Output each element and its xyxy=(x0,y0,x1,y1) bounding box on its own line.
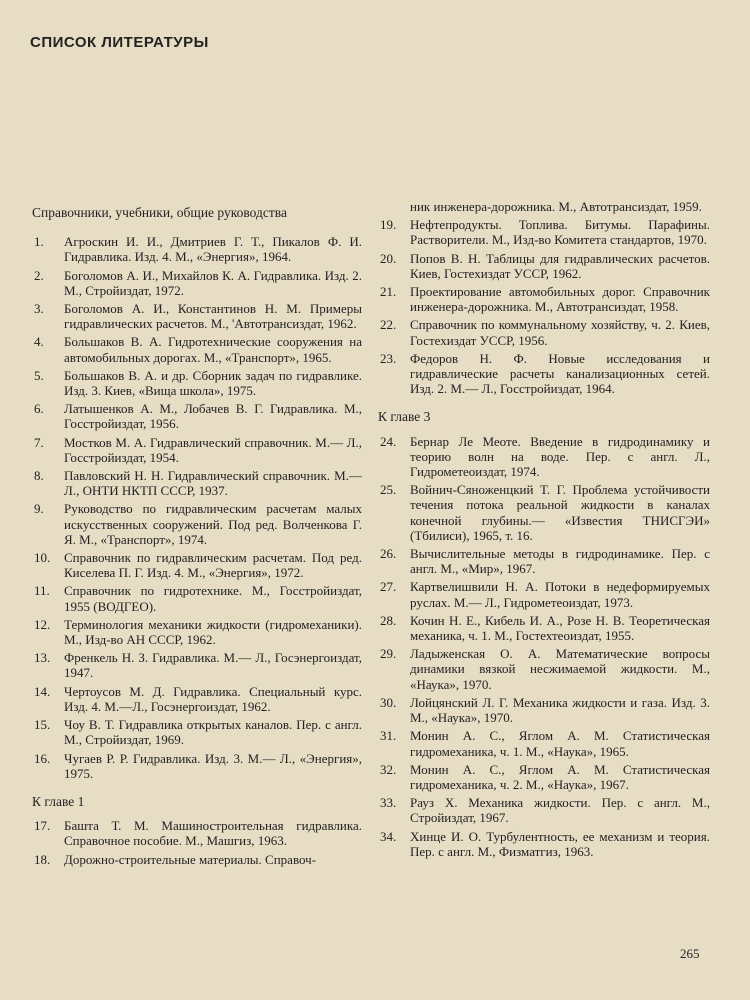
reference-entry-32 xyxy=(378,762,710,792)
entry-number: 17. xyxy=(34,818,51,834)
entry-text: Федоров Н. Ф. Новые исследования и гидравлические расчеты канализационных сетей. Изд. 2. М.— Л., Госстройиздат, 1964. xyxy=(410,350,710,397)
entry-number: 29. xyxy=(380,646,397,662)
entry-number: 27. xyxy=(380,579,397,595)
entry-text: Рауз Х. Механика жидкости. Пер. с англ. М., Стройиздат, 1967. xyxy=(410,795,710,826)
section-heading-chapter-1: К главе 1 xyxy=(32,793,85,809)
entry-number: 4. xyxy=(34,334,44,350)
entry-number: 31. xyxy=(380,728,397,744)
reference-entry-21 xyxy=(378,284,710,314)
entry-text: ник инженера-дорожника. М., Автотрансиздат, 1959. xyxy=(410,199,702,214)
entry-text: Ладыженская О. А. Математические вопросы динамики вязкой несжимаемой жидкости. М., «Наука», 1970. xyxy=(410,646,710,692)
entry-number: 6. xyxy=(34,401,44,417)
entry-number: 33. xyxy=(380,795,397,811)
entry-text: Агроскин И. И., Дмитриев Г. Т., Пикалов Ф. И. Гидравлика. Изд. 4. М., «Энергия», 1964. xyxy=(64,234,362,265)
entry-number: 13. xyxy=(34,650,51,666)
entry-text: Бернар Ле Меоте. Введение в гидродинамику и теорию волн на воде. Пер. с англ. Л., Гидрометеоиздат, 1974. xyxy=(410,433,710,480)
reference-entry-14 xyxy=(32,684,362,714)
entry-text: Дорожно-строительные материалы. Справоч- xyxy=(64,851,317,867)
entry-text: Руководство по гидравлическим расчетам малых искусственных сооружений. Под ред. Волченкова Г. Я. М., «Транспорт», 1974. xyxy=(64,501,362,547)
entry-number: 14. xyxy=(34,683,51,699)
reference-entry-12 xyxy=(32,617,362,647)
reference-entry-1 xyxy=(32,234,362,264)
reference-entry-10 xyxy=(32,550,362,580)
entry-number: 20. xyxy=(380,250,397,266)
entry-text: Боголомов А. И., Михайлов К. А. Гидравлика. Изд. 2. М., Стройиздат, 1972. xyxy=(64,267,362,298)
right-column xyxy=(378,199,710,862)
reference-entry-11 xyxy=(32,583,362,613)
reference-entry-7 xyxy=(32,435,362,465)
entry-text: Башта Т. М. Машиностроительная гидравлика. Справочное пособие. М., Машгиз, 1963. xyxy=(64,818,362,849)
entry-text: Лойцянский Л. Г. Механика жидкости и газа. Изд. 3. М., «Наука», 1970. xyxy=(410,694,710,726)
reference-entry-33 xyxy=(378,795,710,825)
entry-text: Терминология механики жидкости (гидромеханики). М., Изд-во АН СССР, 1962. xyxy=(64,616,362,648)
reference-entry-18-continued xyxy=(378,199,710,214)
entry-number: 22. xyxy=(380,317,397,333)
reference-entry-34 xyxy=(378,829,710,859)
entry-number: 26. xyxy=(380,546,397,562)
entry-text: Чертоусов М. Д. Гидравлика. Специальный курс. Изд. 4. М.—Л., Госэнергоиздат, 1962. xyxy=(64,683,362,714)
entry-text: Картвелишвили Н. А. Потоки в недеформируемых руслах. М.— Л., Гидрометеоиздат, 1973. xyxy=(410,579,710,610)
entry-number: 32. xyxy=(380,761,397,777)
entry-text: Справочник по коммунальному хозяйству, ч. 2. Киев, Гостехиздат УССР, 1956. xyxy=(410,317,710,348)
reference-entry-2 xyxy=(32,268,362,298)
reference-entry-31 xyxy=(378,728,710,758)
section-heading-chapter-3: К главе 3 xyxy=(378,409,431,425)
entry-text: Войнич-Сяноженцкий Т. Г. Проблема устойчивости течения потока реальной жидкости в каналах конечной глубины.— «Известия ТНИСГЭИ» (Тбилиси), 1965, т. 16. xyxy=(410,482,710,543)
reference-entry-4 xyxy=(32,334,362,364)
reference-entry-8 xyxy=(32,468,362,498)
entry-number: 15. xyxy=(34,717,51,733)
left-column xyxy=(32,205,362,870)
reference-entry-20 xyxy=(378,251,710,281)
entry-number: 2. xyxy=(34,267,44,283)
reference-entry-22 xyxy=(378,317,710,347)
entry-text: Хинце И. О. Турбулентность, ее механизм и теория. Пер. с англ. М., Физматгиз, 1963. xyxy=(410,828,710,859)
reference-entry-13 xyxy=(32,650,362,680)
section-gap xyxy=(32,784,362,794)
reference-entry-25 xyxy=(378,482,710,543)
reference-entry-23 xyxy=(378,351,710,397)
section-heading-general: Справочники, учебники, общие руководства xyxy=(32,205,287,220)
entry-text: Монин А. С., Яглом А. М. Статистическая гидромеханика, ч. 2. М., «Наука», 1967. xyxy=(410,761,710,792)
entry-number: 23. xyxy=(380,350,397,366)
reference-entry-24 xyxy=(378,434,710,480)
entry-number: 12. xyxy=(34,616,51,632)
entry-number: 9. xyxy=(34,501,44,517)
entry-text: Большаков В. А. Гидротехнические сооружения на автомобильных дорогах. М., «Транспорт», 1965. xyxy=(64,334,362,365)
entry-text: Мостков М. А. Гидравлический справочник. М.— Л., Госстройиздат, 1954. xyxy=(64,434,362,465)
entry-number: 10. xyxy=(34,550,51,566)
entry-number: 28. xyxy=(380,612,397,628)
entry-number: 3. xyxy=(34,301,44,317)
entry-number: 21. xyxy=(380,284,397,300)
entry-text: Боголомов А. И., Константинов Н. М. Примеры гидравлических расчетов. М., 'Автотрансиздат, 1962. xyxy=(64,301,362,332)
entry-text: Справочник по гидротехнике. М., Госстройиздат, 1955 (ВОДГЕО). xyxy=(64,583,362,614)
entry-number: 19. xyxy=(380,217,397,233)
reference-entry-28 xyxy=(378,613,710,643)
reference-entry-18 xyxy=(32,852,362,867)
entry-text: Павловский Н. Н. Гидравлический справочник. М.— Л., ОНТИ НКТП СССР, 1937. xyxy=(64,468,362,499)
reference-entry-26 xyxy=(378,546,710,576)
entry-text: Кочин Н. Е., Кибель И. А., Розе Н. В. Теоретическая механика, ч. 1. М., Гостехтеоиздат, 1955. xyxy=(410,612,710,644)
entry-text: Френкель Н. З. Гидравлика. М.— Л., Госэнергоиздат, 1947. xyxy=(64,650,362,681)
page-title: СПИСОК ЛИТЕРАТУРЫ xyxy=(30,34,209,51)
reference-entry-9 xyxy=(32,501,362,547)
entry-text: Проектирование автомобильных дорог. Справочник инженера-дорожника. М., Автотрансиздат, 1958. xyxy=(410,284,710,315)
entry-number: 30. xyxy=(380,694,397,710)
entry-number: 8. xyxy=(34,468,44,484)
reference-entry-16 xyxy=(32,751,362,781)
entry-text: Вычислительные методы в гидродинамике. Пер. с англ. М., «Мир», 1967. xyxy=(410,546,710,577)
entry-number: 5. xyxy=(34,367,44,383)
reference-entry-3 xyxy=(32,301,362,331)
reference-entry-17 xyxy=(32,818,362,848)
entry-text: Попов В. Н. Таблицы для гидравлических расчетов. Киев, Гостехиздат УССР, 1962. xyxy=(410,250,710,281)
entry-number: 16. xyxy=(34,750,51,766)
entry-number: 1. xyxy=(34,234,44,250)
entry-number: 11. xyxy=(34,583,50,599)
entry-number: 24. xyxy=(380,433,397,449)
entry-text: Чоу В. Т. Гидравлика открытых каналов. Пер. с англ. М., Стройиздат, 1969. xyxy=(64,717,362,748)
reference-entry-6 xyxy=(32,401,362,431)
entry-text: Большаков В. А. и др. Сборник задач по гидравлике. Изд. 3. Киев, «Вища школа», 1975. xyxy=(64,367,362,399)
reference-entry-19 xyxy=(378,217,710,247)
entry-text: Монин А. С., Яглом А. М. Статистическая гидромеханика, ч. 1. М., «Наука», 1965. xyxy=(410,728,710,759)
section-gap xyxy=(378,399,710,409)
reference-entry-27 xyxy=(378,579,710,609)
reference-entry-30 xyxy=(378,695,710,725)
entry-number: 25. xyxy=(380,482,397,498)
entry-number: 34. xyxy=(380,828,397,844)
reference-entry-29 xyxy=(378,646,710,692)
reference-entry-15 xyxy=(32,717,362,747)
entry-number: 7. xyxy=(34,434,44,450)
entry-number: 18. xyxy=(34,851,51,867)
page-number: 265 xyxy=(680,946,700,961)
entry-text: Справочник по гидравлическим расчетам. Под ред. Киселева П. Г. Изд. 4. М., «Энергия», 1972. xyxy=(64,550,362,581)
entry-text: Нефтепродукты. Топлива. Битумы. Парафины. Растворители. М., Изд-во Комитета стандартов, 1970. xyxy=(410,217,710,248)
entry-text: Чугаев Р. Р. Гидравлика. Изд. 3. М.— Л., «Энергия», 1975. xyxy=(64,750,362,781)
reference-entry-5 xyxy=(32,368,362,398)
entry-text: Латышенков А. М., Лобачев В. Г. Гидравлика. М., Госстройиздат, 1956. xyxy=(64,401,362,432)
